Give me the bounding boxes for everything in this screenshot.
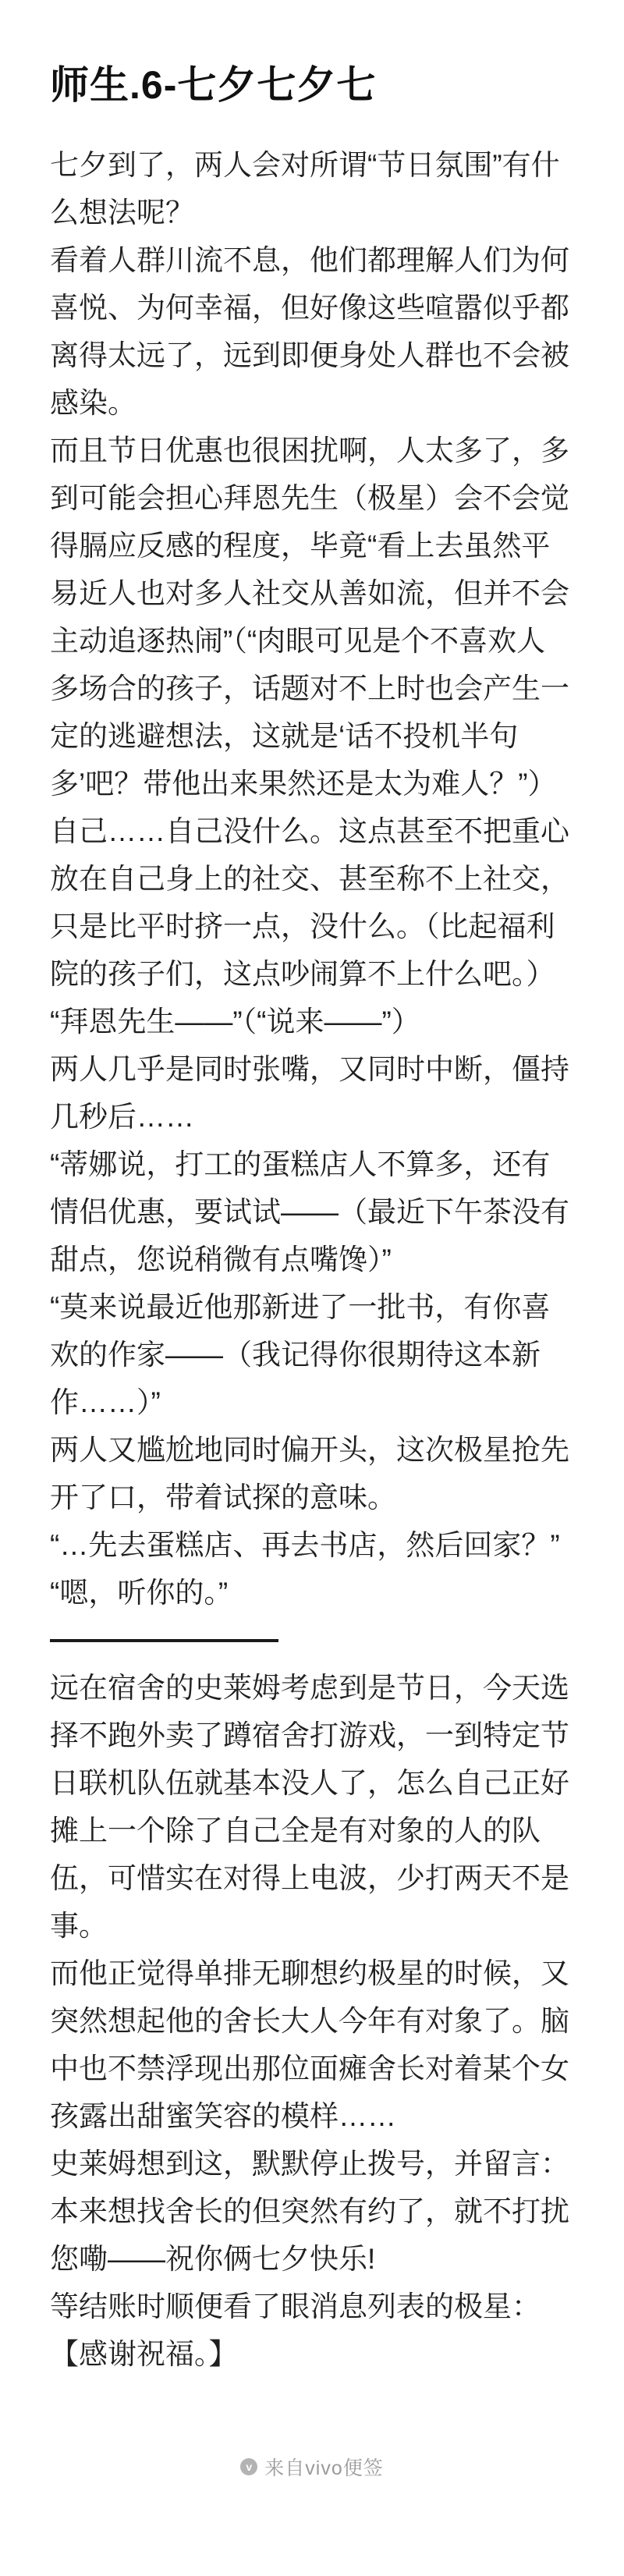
paragraph: 而且节日优惠也很困扰啊，人太多了，多到可能会担心拜恩先生（极星）会不会觉得膈应反感的程度，毕竟“看上去虽然平易近人也对多人社交从善如流，但并不会主动追逐热闹”（“肉眼可见是个不喜欢人多场合的孩子，话题对不上时也会产生一定的逃避想法，这就是‘话不投机半句多’吧？带他出来果然还是太为难人？”） xyxy=(50,435,569,800)
paragraph: 七夕到了，两人会对所谓“节日氛围”有什么想法呢？ xyxy=(50,149,560,229)
paragraph: 等结账时顺便看了眼消息列表的极星： xyxy=(50,2290,541,2322)
paragraph: 看着人群川流不息，他们都理解人们为何喜悦、为何幸福，但好像这些喧嚣似乎都离得太远了，远到即便身处人群也不会被感染。 xyxy=(50,244,569,419)
divider-line xyxy=(50,1639,278,1642)
section-divider xyxy=(50,1616,574,1664)
paragraph: “拜恩先生——”（“说来——”） xyxy=(50,1006,420,1038)
footer xyxy=(50,2453,574,2481)
paragraph: 而他正觉得单排无聊想约极星的时候，又突然想起他的舍长大人今年有对象了。脑中也不禁浮现出那位面瘫舍长对着某个女孩露出甜蜜笑容的模样…… xyxy=(50,1957,569,2132)
paragraph: 自己……自己没什么。这点甚至不把重心放在自己身上的社交、甚至称不上社交，只是比平时挤一点，没什么。（比起福利院的孩子们，这点吵闹算不上什么吧。） xyxy=(50,815,569,990)
paragraph: 史莱姆想到这，默默停止拨号，并留言：本来想找舍长的但突然有约了，就不打扰您嘞——祝你俩七夕快乐! xyxy=(50,2148,569,2275)
paragraph: “嗯，听你的。” xyxy=(50,1577,229,1609)
note-title: 师生.6-七夕七夕七 xyxy=(50,63,377,107)
paragraph: “蒂娜说，打工的蛋糕店人不算多，还有情侣优惠，要试试——（最近下午茶没有甜点，您说稍微有点嘴馋）” xyxy=(50,1148,569,1276)
footer-source-label: 来自vivo便签 xyxy=(264,2457,384,2479)
paragraph: “莫来说最近他那新进了一批书，有你喜欢的作家——（我记得你很期待这本新作……）” xyxy=(50,1291,551,1418)
paragraph: 两人几乎是同时张嘴，又同时中断，僵持几秒后…… xyxy=(50,1053,569,1133)
vivo-notes-icon: v xyxy=(240,2458,257,2475)
paragraph: 【感谢祝福。】 xyxy=(50,2338,238,2370)
paragraph: “…先去蛋糕店、再去书店，然后回家？” xyxy=(50,1529,560,1561)
paragraph: 两人又尴尬地同时偏开头，这次极星抢先开了口，带着试探的意味。 xyxy=(50,1434,569,1513)
paragraph: 远在宿舍的史莱姆考虑到是节日，今天选择不跑外卖了蹲宿舍打游戏，一到特定节日联机队伍就基本没人了，怎么自己正好摊上一个除了自己全是有对象的人的队伍，可惜实在对得上电波，少打两天不是事。 xyxy=(50,1672,569,1942)
note-body xyxy=(50,141,574,2378)
